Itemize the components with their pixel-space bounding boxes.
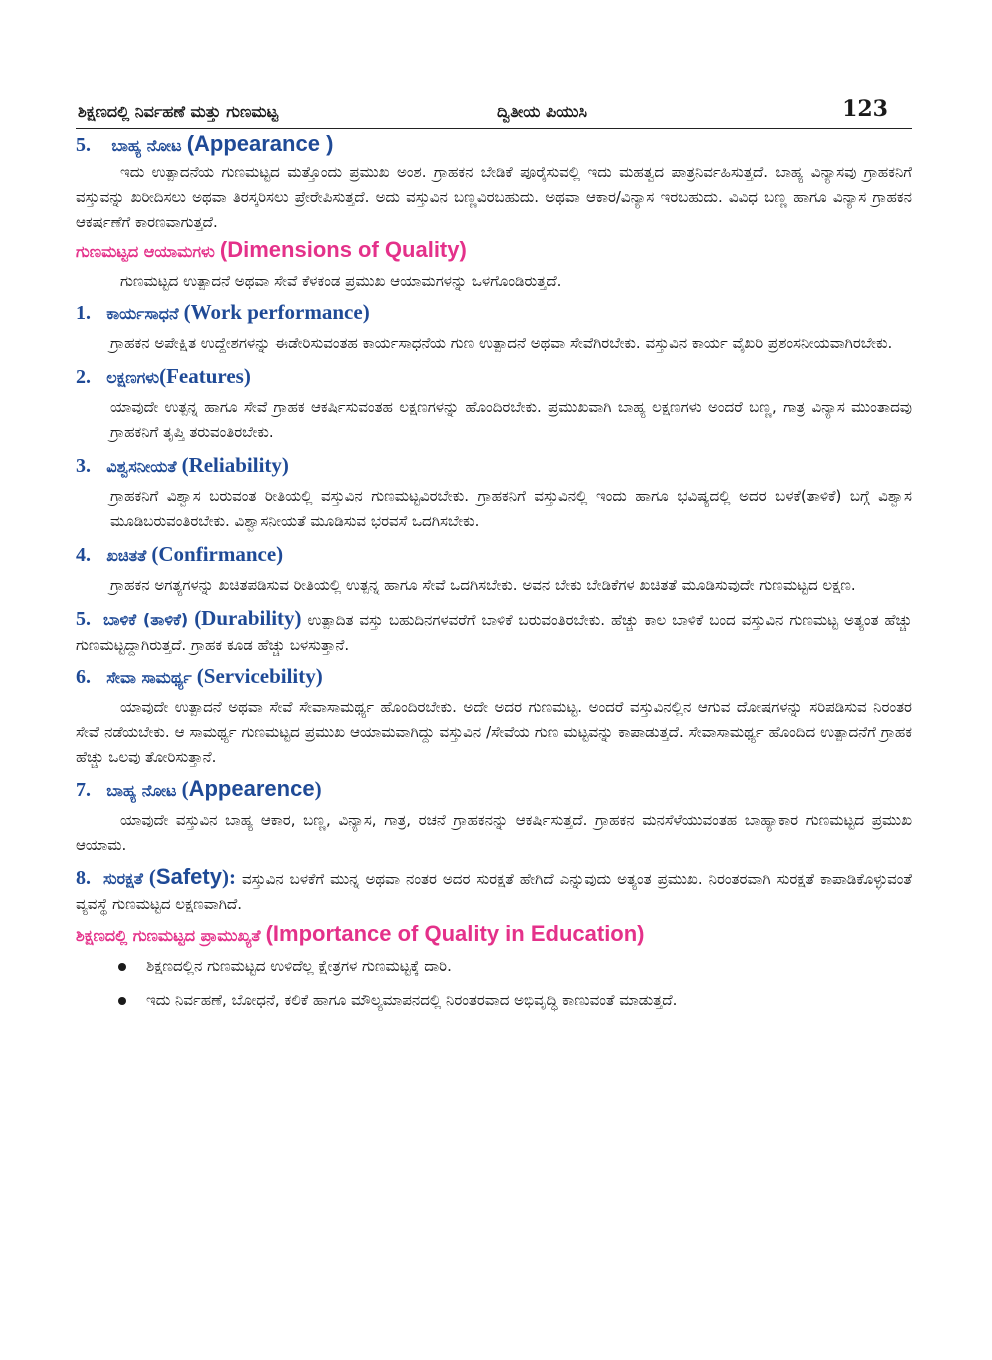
heading-serviceability — [76, 664, 912, 689]
heading-kannada: ಖಚಿತತೆ — [106, 546, 147, 565]
heading-paren-open: ( — [181, 777, 189, 801]
heading-english: (Reliability) — [181, 453, 289, 477]
durability-text: ಉತ್ಪಾದಿತ ವಸ್ತು ಬಹುದಿನಗಳವರೆಗೆ ಬಾಳಿಕೆ ಬರುವಂತಿರಬೇಕು. ಹೆಚ್ಚು ಕಾಲ ಬಾಳಿಕೆ ಬಂದ ವಸ್ತುವಿನ ಗುಣಮಟ್ಟ ಅತ್ಯಂತ ಹೆಚ್ಚು ಗುಣಮಟ್ಟದ್ದಾಗಿರುತ್ತದೆ. ಗ್ರಾಹಕ ಕೂಡ ಹೆಚ್ಚು ಬಳಸುತ್ತಾನೆ. — [76, 611, 912, 654]
heading-number: 5. — [76, 134, 91, 156]
paragraph-work-performance: ಗ್ರಾಹಕನ ಅಪೇಕ್ಷಿತ ಉದ್ದೇಶಗಳನ್ನು ಈಡೇರಿಸುವಂತಹ ಕಾರ್ಯಸಾಧನೆಯ ಗುಣ ಉತ್ಪಾದನೆ ಅಥವಾ ಸೇವೆಗಿರಬೇಕು. ವಸ್ತುವಿನ ಕಾರ್ಯ ವೈಖರಿ ಪ್ರಶಂಸನೀಯವಾಗಿರಬೇಕು. — [110, 334, 893, 352]
heading-english: Safety — [155, 864, 222, 889]
heading-paren-open: ( — [148, 865, 156, 889]
heading-number: 7. — [76, 779, 91, 801]
heading-paren-close: ) — [314, 777, 322, 801]
heading-kannada: ಬಾಹ್ಯ ನೋಟ — [111, 136, 182, 155]
heading-number: 5. — [76, 608, 91, 630]
heading-number: 8. — [76, 867, 91, 889]
paragraph-features: ಯಾವುದೇ ಉತ್ಪನ್ನ ಹಾಗೂ ಸೇವೆ ಗ್ರಾಹಕ ಆಕರ್ಷಿಸುವಂತಹ ಲಕ್ಷಣಗಳನ್ನು ಹೊಂದಿರಬೇಕು. ಪ್ರಮುಖವಾಗಿ ಬಾಹ್ಯ ಲಕ್ಷಣಗಳು ಅಂದರೆ ಬಣ್ಣ, ಗಾತ್ರ ವಿನ್ಯಾಸ ಮುಂತಾದವು ಗ್ರಾಹಕನಿಗೆ ತೃಪ್ತಿ ತರುವಂತಿರಬೇಕು. — [110, 398, 912, 441]
heading-number: 1. — [76, 302, 91, 324]
paragraph-reliability: ಗ್ರಾಹಕನಿಗೆ ವಿಶ್ವಾಸ ಬರುವಂತ ರೀತಿಯಲ್ಲಿ ವಸ್ತುವಿನ ಗುಣಮಟ್ಟವಿರಬೇಕು. ಗ್ರಾಹಕನಿಗೆ ವಸ್ತುವಿನಲ್ಲಿ ಇಂದು ಹಾಗೂ ಭವಿಷ್ಯದಲ್ಲಿ ಅದರ ಬಳಕೆ(ತಾಳಿಕೆ) ಬಗ್ಗೆ ವಿಶ್ವಾಸ ಮೂಡಿಬರುವಂತಿರಬೇಕು. ವಿಶ್ವಾಸನೀಯತೆ ಮೂಡಿಸುವ ಭರವಸೆ ಒದಗಿಸಬೇಕು. — [110, 487, 912, 530]
heading-kannada: ಸೇವಾ ಸಾಮರ್ಥ್ಯ — [106, 668, 192, 687]
paragraph-confirmance: ಗ್ರಾಹಕನ ಅಗತ್ಯಗಳನ್ನು ಖಚಿತಪಡಿಸುವ ರೀತಿಯಲ್ಲಿ ಉತ್ಪನ್ನ ಹಾಗೂ ಸೇವೆ ಒದಗಿಸಬೇಕು. ಅವನ ಬೇಕು ಬೇಡಿಕೆಗಳ ಖಚಿತತೆ ಮೂಡಿಸುವುದೇ ಗುಣಮಟ್ಟದ ಲಕ್ಷಣ. — [110, 576, 856, 594]
heading-appearence — [76, 776, 912, 802]
heading-kannada: ಶಿಕ್ಷಣದಲ್ಲಿ ಗುಣಮಟ್ಟದ ಪ್ರಾಮುಖ್ಯತೆ — [76, 926, 261, 945]
heading-number: 4. — [76, 544, 91, 566]
heading-english: (Appearance ) — [186, 131, 334, 156]
paragraph-serviceability: ಯಾವುದೇ ಉತ್ಪಾದನೆ ಅಥವಾ ಸೇವೆ ಸೇವಾಸಾಮರ್ಥ್ಯ ಹೊಂದಿರಬೇಕು. ಅದೇ ಅದರ ಗುಣಮಟ್ಟ. ಅಂದರೆ ವಸ್ತುವಿನಲ್ಲಿನ ಆಗುವ ದೋಷಗಳನ್ನು ಸರಿಪಡಿಸುವ ನಿರಂತರ ಸೇವೆ ನಡೆಯಬೇಕು. ಆ ಸಾಮರ್ಥ್ಯ ಗುಣಮಟ್ಟದ ಪ್ರಮುಖ ಆಯಾಮವಾಗಿದ್ದು ವಸ್ತುವಿನ /ಸೇವೆಯ ಗುಣ ಮಟ್ಟವನ್ನು ಕಾಪಾಡುತ್ತದೆ. ಸೇವಾಸಾಮರ್ಥ್ಯ ಹೊಂದಿದ ಉತ್ಪಾದನೆಗೆ ಗ್ರಾಹಕ ಹೆಚ್ಚು ಒಲವು ತೋರಿಸುತ್ತಾನೆ. — [76, 698, 912, 766]
heading-importance-of-quality — [76, 921, 912, 947]
heading-work-performance — [76, 300, 912, 325]
safety-text: ವಸ್ತುವಿನ ಬಳಕೆಗೆ ಮುನ್ನ ಅಥವಾ ನಂತರ ಅದರ ಸುರಕ್ಷತೆ ಹೇಗಿದೆ ಎನ್ನುವುದು ಅತ್ಯಂತ ಪ್ರಮುಖ. ನಿರಂತರವಾಗಿ ಸುರಕ್ಷತೆ ಕಾಪಾಡಿಕೊಳ್ಳುವಂತೆ ವ್ಯವಸ್ಥೆ ಗುಣಮಟ್ಟದ ಲಕ್ಷಣವಾಗಿದೆ. — [76, 870, 912, 913]
heading-reliability — [76, 453, 912, 478]
heading-number: 2. — [76, 366, 91, 388]
heading-english: (Dimensions of Quality) — [219, 237, 467, 262]
heading-kannada: ಬಾಳಿಕೆ (ತಾಳಿಕೆ) — [102, 610, 189, 629]
bullet-icon — [118, 963, 126, 971]
heading-appearance — [76, 131, 912, 157]
heading-kannada: ಕಾರ್ಯಸಾಧನೆ — [106, 304, 179, 323]
list-item — [76, 949, 912, 983]
heading-kannada: ಬಾಹ್ಯ ನೋಟ — [106, 781, 177, 800]
heading-english: (Servicebility) — [196, 664, 323, 688]
heading-english: (Importance of Quality in Education) — [265, 921, 645, 946]
running-header — [76, 96, 912, 129]
list-item-text: ಇದು ನಿರ್ವಹಣೆ, ಬೋಧನೆ, ಕಲಿಕೆ ಹಾಗೂ ಮೌಲ್ಯಮಾಪನದಲ್ಲಿ ನಿರಂತರವಾದ ಅಭಿವೃದ್ಧಿ ಕಾಣುವಂತೆ ಮಾಡುತ್ತದೆ. — [146, 991, 678, 1009]
heading-features — [76, 364, 912, 389]
header-class-name: ದ್ವಿತೀಯ ಪಿಯುಸಿ — [497, 102, 587, 121]
heading-number: 6. — [76, 666, 91, 688]
heading-kannada: ಲಕ್ಷಣಗಳು — [106, 368, 160, 387]
list-item — [76, 983, 912, 1017]
heading-safety — [76, 864, 236, 889]
importance-bullet-list — [76, 949, 912, 1017]
paragraph-safety — [76, 864, 912, 917]
heading-durability — [76, 606, 302, 630]
heading-paren-close: ): — [221, 865, 236, 889]
paragraph-appearence: ಯಾವುದೇ ವಸ್ತುವಿನ ಬಾಹ್ಯ ಆಕಾರ, ಬಣ್ಣ, ವಿನ್ಯಾಸ, ಗಾತ್ರ, ರಚನೆ ಗ್ರಾಹಕನನ್ನು ಆಕರ್ಷಿಸುತ್ತದೆ. ಗ್ರಾಹಕನ ಮನಸೆಳೆಯುವಂತಹ ಬಾಹ್ಯಾಕಾರ ಗುಣಮಟ್ಟದ ಪ್ರಮುಖ ಆಯಾಮ. — [76, 811, 912, 854]
paragraph-appearance: ಇದು ಉತ್ಪಾದನೆಯ ಗುಣಮಟ್ಟದ ಮತ್ತೊಂದು ಪ್ರಮುಖ ಅಂಶ. ಗ್ರಾಹಕನ ಬೇಡಿಕೆ ಪೂರೈಸುವಲ್ಲಿ ಇದು ಮಹತ್ವದ ಪಾತ್ರನಿರ್ವಹಿಸುತ್ತದೆ. ಬಾಹ್ಯ ವಿನ್ಯಾಸವು ಗ್ರಾಹಕನಿಗೆ ವಸ್ತುವನ್ನು ಖರೀದಿಸಲು ಅಥವಾ ತಿರಸ್ಕರಿಸಲು ಪ್ರೇರೇಪಿಸುತ್ತದೆ. ಅದು ವಸ್ತುವಿನ ಬಣ್ಣವಿರಬಹುದು. ಅಥವಾ ಆಕಾರ/ವಿನ್ಯಾಸ ಇರಬಹುದು. ವಿವಿಧ ಬಣ್ಣ ಹಾಗೂ ವಿನ್ಯಾಸ ಗ್ರಾಹಕನ ಆಕರ್ಷಣೆಗೆ ಕಾರಣವಾಗುತ್ತದೆ. — [76, 163, 912, 231]
header-chapter-title: ಶಿಕ್ಷಣದಲ್ಲಿ ನಿರ್ವಹಣೆ ಮತ್ತು ಗುಣಮಟ್ಟ — [78, 102, 279, 121]
heading-number: 3. — [76, 455, 91, 477]
heading-english: (Durability) — [194, 606, 302, 630]
page-number: 123 — [842, 96, 888, 122]
heading-english: Appearence — [188, 776, 315, 801]
heading-confirmance — [76, 542, 912, 567]
bullet-icon — [118, 997, 126, 1005]
paragraph-durability — [76, 606, 912, 658]
list-item-text: ಶಿಕ್ಷಣದಲ್ಲಿನ ಗುಣಮಟ್ಟದ ಉಳಿದೆಲ್ಲ ಕ್ಷೇತ್ರಗಳ ಗುಣಮಟ್ಟಕ್ಕೆ ದಾರಿ. — [146, 957, 452, 975]
page — [76, 96, 912, 1017]
heading-kannada: ಸುರಕ್ಷತೆ — [103, 869, 143, 888]
heading-english: (Confirmance) — [151, 542, 284, 566]
paragraph-dimensions: ಗುಣಮಟ್ಟದ ಉತ್ಪಾದನೆ ಅಥವಾ ಸೇವೆ ಕೆಳಕಂಡ ಪ್ರಮುಖ ಆಯಾಮಗಳನ್ನು ಒಳಗೊಂಡಿರುತ್ತದೆ. — [120, 272, 562, 290]
heading-kannada: ಗುಣಮಟ್ಟದ ಆಯಾಮಗಳು — [76, 242, 215, 261]
heading-english: (Features) — [159, 364, 251, 388]
heading-english: (Work performance) — [183, 300, 370, 324]
heading-dimensions-of-quality — [76, 237, 912, 263]
heading-kannada: ವಿಶ್ವಸನೀಯತೆ — [106, 457, 177, 476]
